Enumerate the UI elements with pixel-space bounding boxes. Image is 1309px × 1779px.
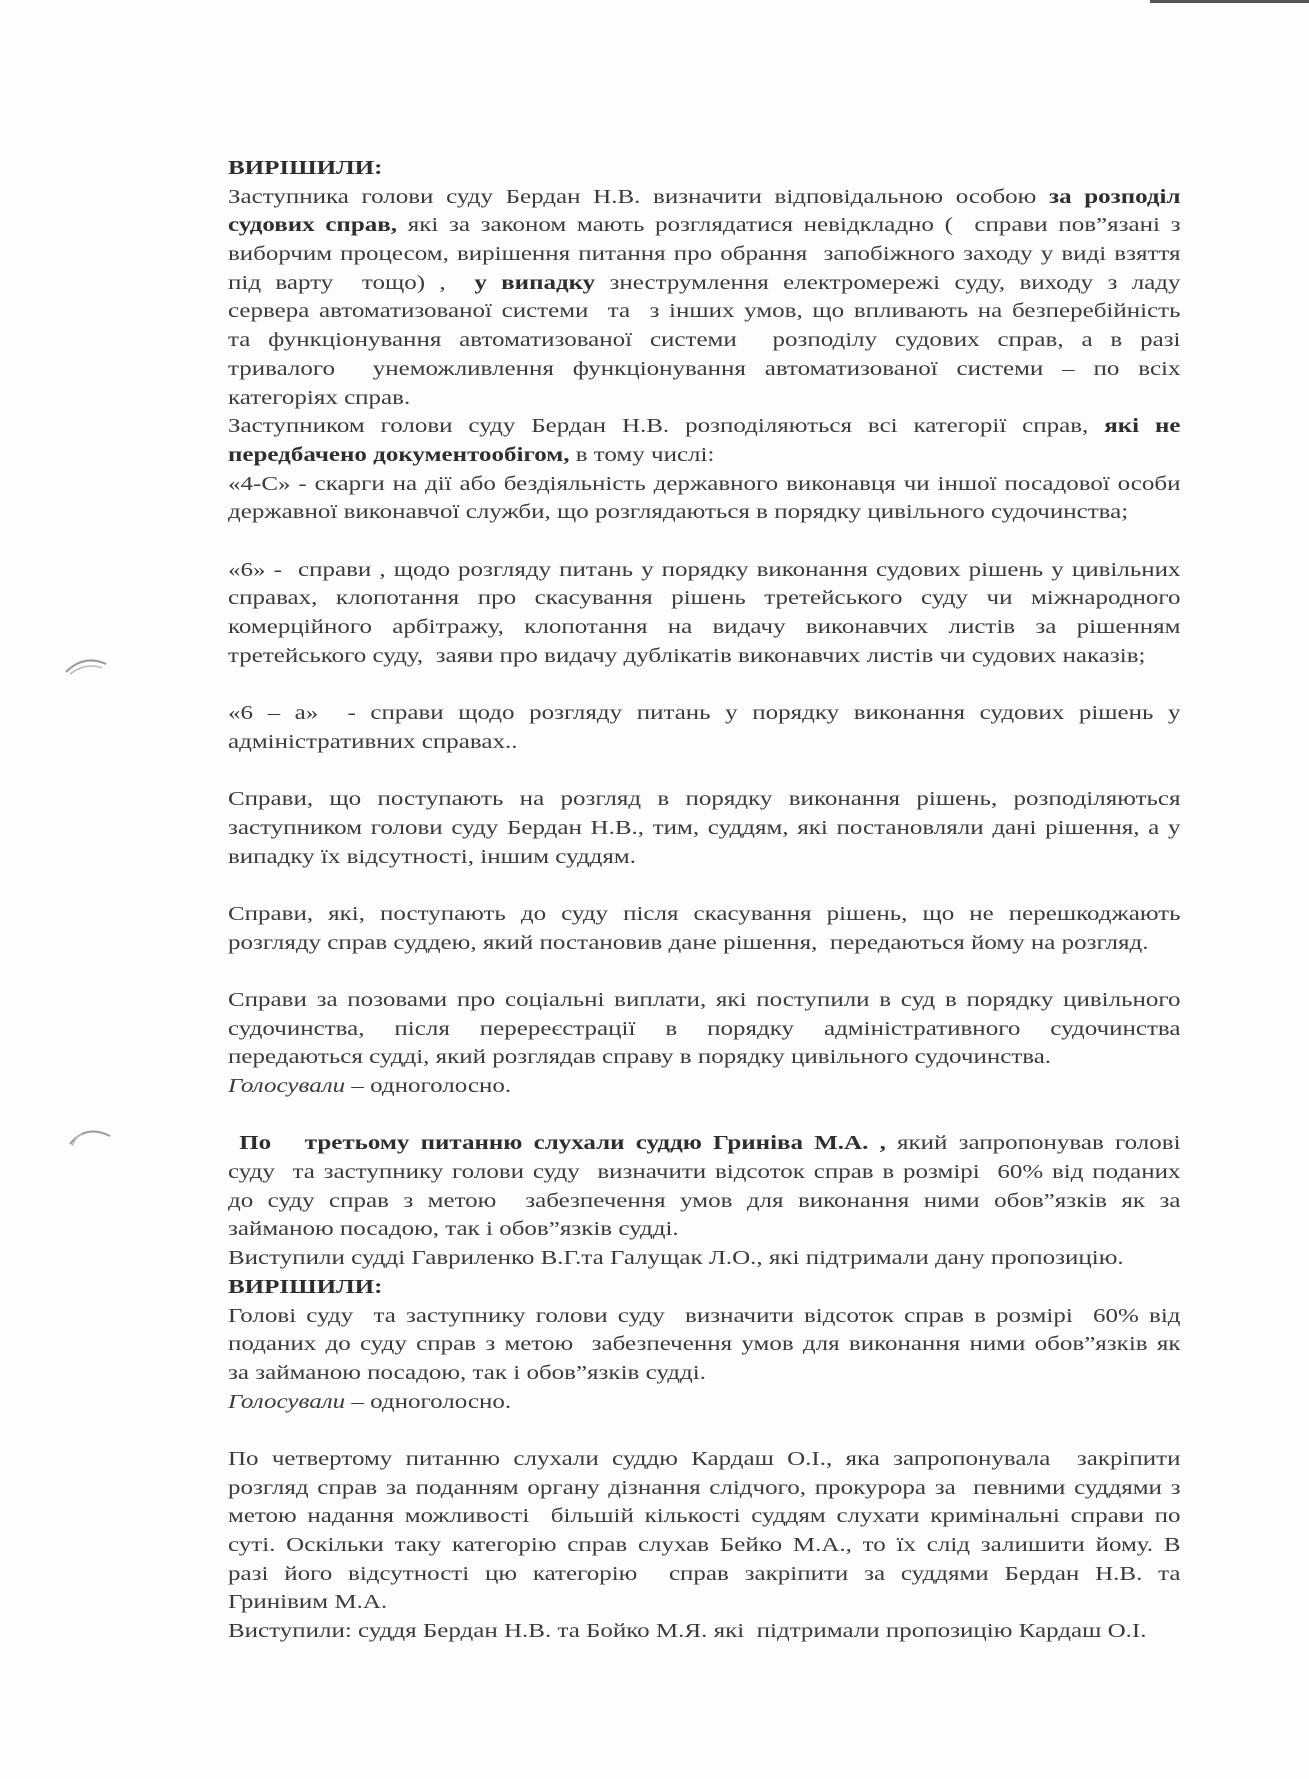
paragraph bbox=[228, 412, 1181, 469]
text-run: в тому числі: bbox=[569, 443, 715, 466]
text-run: під варту тощо) , bbox=[228, 271, 475, 294]
text-run: – одноголосно. bbox=[345, 1390, 512, 1413]
text-run: – одноголосно. bbox=[345, 1075, 512, 1097]
bold-text: По третьому питанню слухали суддю Гриніва М.А. , bbox=[228, 1132, 886, 1155]
text-line bbox=[228, 412, 1181, 441]
text-run: розгляд справ за поданням органу дізнання слідчого, прокурора за певними суддями з bbox=[228, 1476, 1181, 1499]
text-line bbox=[228, 384, 1181, 413]
text-line bbox=[228, 1588, 1181, 1617]
text-run: судочинства, після перереєстрації в порядку адміністративного судочинства bbox=[228, 1017, 1181, 1040]
text-line bbox=[228, 1302, 1181, 1331]
text-run: займаною посадою, так і обов”язків судді. bbox=[228, 1218, 679, 1241]
text-run: Справи, які, поступають до суду після скасування рішень, що не перешкоджають bbox=[228, 902, 1181, 925]
text-run: разі його відсутності цю категорію справ закріпити за суддями Бердан Н.В. та bbox=[228, 1562, 1181, 1585]
text-line bbox=[228, 1330, 1181, 1359]
text-line bbox=[228, 1215, 1181, 1244]
text-line bbox=[228, 355, 1181, 384]
text-run: суті. Оскільки таку категорію справ слухав Бейко М.А., то їх слід залишити йому. В bbox=[228, 1534, 1181, 1556]
text-run: Виступили судді Гавриленко В.Г.та Галущак Л.О., які підтримали дану пропозицію. bbox=[228, 1247, 1124, 1270]
text-line bbox=[228, 1015, 1181, 1044]
text-run: Заступника голови суду Бердан Н.В. визначити відповідальною особою bbox=[228, 185, 1050, 208]
text-line bbox=[228, 929, 1181, 958]
text-run: Голові суду та заступнику голови суду визначити відсоток справ в розмірі 60% від bbox=[228, 1304, 1181, 1327]
text-line bbox=[228, 269, 1181, 298]
text-line bbox=[228, 900, 1181, 929]
blank-line bbox=[228, 1416, 1181, 1445]
bold-text: ВИРІШИЛИ: bbox=[228, 1275, 383, 1298]
text-line bbox=[228, 556, 1181, 585]
text-run: Справи, що поступають на розгляд в порядку виконання рішень, розподіляються bbox=[228, 788, 1181, 811]
text-line bbox=[228, 1158, 1181, 1187]
text-run: який запропонував голові bbox=[885, 1132, 1181, 1155]
text-line bbox=[228, 211, 1181, 240]
bold-text: які не bbox=[1104, 415, 1181, 438]
text-line bbox=[228, 1388, 1181, 1417]
text-line bbox=[228, 1531, 1181, 1560]
text-run: за займаною посадою, так і обов”язків судді. bbox=[228, 1361, 706, 1384]
text-run: державної виконавчої служби, що розглядаються в порядку цивільного судочинства; bbox=[228, 501, 1129, 524]
text-line bbox=[228, 240, 1181, 269]
text-run: «6 – а» - справи щодо розгляду питань у порядку виконання судових рішень у bbox=[228, 702, 1181, 725]
text-run: поданих до суду справ з метою забезпечення умов для виконання ними обов”язків як bbox=[228, 1333, 1181, 1356]
blank-line bbox=[228, 871, 1181, 900]
text-run: комерційного арбітражу, клопотання на видачу виконавчих листів за рішенням bbox=[228, 616, 1181, 638]
text-run: передаються судді, який розглядав справу в порядку цивільного судочинства. bbox=[228, 1046, 1052, 1069]
text-run: та функціонування автоматизованої системи розподілу судових справ, а в разі bbox=[228, 329, 1181, 352]
paragraph bbox=[228, 699, 1181, 756]
text-line bbox=[228, 154, 1181, 183]
text-line bbox=[228, 843, 1181, 872]
text-run: Гринівим М.А. bbox=[228, 1591, 388, 1614]
paragraph bbox=[228, 1388, 1181, 1417]
paragraph bbox=[228, 1244, 1181, 1273]
text-run: суду та заступнику голови суду визначити відсоток справ в розмірі 60% від поданих bbox=[228, 1161, 1181, 1184]
blank-line bbox=[228, 957, 1181, 986]
text-line bbox=[228, 1244, 1181, 1273]
bold-text: ВИРІШИЛИ: bbox=[228, 157, 383, 179]
text-line bbox=[228, 584, 1181, 613]
text-line bbox=[228, 297, 1181, 326]
paragraph bbox=[228, 1302, 1181, 1388]
text-run: виборчим процесом, вирішення питання про обрання запобіжного заходу у виді взяття bbox=[228, 243, 1181, 266]
text-run: справах, клопотання про скасування рішень третейського суду чи міжнародного bbox=[228, 587, 1181, 610]
text-run: тривалого унеможливлення функціонування автоматизованої системи – по всіх bbox=[228, 357, 1181, 380]
paragraph bbox=[228, 470, 1181, 527]
text-line bbox=[228, 1273, 1181, 1302]
paragraph bbox=[228, 1617, 1181, 1646]
text-run: Виступили: суддя Бердан Н.В. та Бойко М.Я. які підтримали пропозицію Кардаш О.І. bbox=[228, 1620, 1147, 1643]
text-run: знеструмлення електромережі суду, виходу з ладу bbox=[595, 271, 1181, 294]
paragraph bbox=[228, 1445, 1181, 1617]
paragraph bbox=[228, 986, 1181, 1072]
italic-text: Голосували bbox=[228, 1390, 346, 1413]
text-line bbox=[228, 1043, 1181, 1072]
text-line bbox=[228, 470, 1181, 499]
text-line bbox=[228, 613, 1181, 642]
blank-line bbox=[228, 1101, 1181, 1130]
text-line bbox=[228, 699, 1181, 728]
text-line bbox=[228, 1445, 1181, 1474]
text-run: випадку їх відсутності, іншим суддям. bbox=[228, 845, 636, 868]
text-run: заступником голови суду Бердан Н.В., тим, суддям, які постановляли дані рішення, а у bbox=[228, 816, 1181, 839]
text-line bbox=[228, 1187, 1181, 1216]
text-run: сервера автоматизованої системи та з інших умов, що впливають на безперебійність bbox=[228, 300, 1181, 323]
paragraph bbox=[228, 900, 1181, 957]
text-run: По четвертому питанню слухали суддю Кардаш О.І., яка запропонувала закріпити bbox=[228, 1447, 1181, 1470]
text-line bbox=[228, 1560, 1181, 1589]
text-run: третейського суду, заяви про видачу дублікатів виконавчих листів чи судових наказів; bbox=[228, 644, 1146, 667]
blank-line bbox=[228, 756, 1181, 785]
text-line bbox=[228, 1617, 1181, 1646]
text-run: до суду справ з метою забезпечення умов для виконання ними обов”язків як за bbox=[228, 1189, 1181, 1212]
hole-punch-mark-icon bbox=[62, 650, 112, 680]
text-line bbox=[228, 986, 1181, 1015]
paragraph bbox=[228, 1129, 1181, 1244]
paragraph bbox=[228, 154, 1181, 183]
bold-text: передбачено документообігом, bbox=[228, 443, 570, 466]
paragraph bbox=[228, 183, 1181, 413]
italic-text: Голосували bbox=[228, 1075, 346, 1097]
text-run: Заступником голови суду Бердан Н.В. розподіляються всі категорії справ, bbox=[228, 415, 1105, 438]
paragraph bbox=[228, 556, 1181, 671]
hole-punch-mark-icon bbox=[66, 1120, 116, 1150]
text-run: розгляду справ суддею, який постановив дане рішення, передаються йому на розгляд. bbox=[228, 931, 1149, 954]
bold-text: судових справ, bbox=[228, 214, 397, 237]
text-line bbox=[228, 1129, 1181, 1158]
scan-edge-line bbox=[1150, 0, 1309, 3]
text-run: метою надання можливості більшій кількості суддям слухати кримінальні справи по bbox=[228, 1505, 1181, 1528]
text-run: які за законом мають розглядатися невідкладно ( справи пов”язані з bbox=[396, 214, 1181, 237]
text-line bbox=[228, 1072, 1181, 1101]
text-line bbox=[228, 728, 1181, 757]
bold-text: у випадку bbox=[474, 271, 596, 294]
text-line bbox=[228, 183, 1181, 212]
blank-line bbox=[228, 527, 1181, 556]
text-line bbox=[228, 441, 1181, 470]
blank-line bbox=[228, 670, 1181, 699]
text-line bbox=[228, 642, 1181, 671]
text-line bbox=[228, 1502, 1181, 1531]
paragraph bbox=[228, 1072, 1181, 1101]
text-line bbox=[228, 326, 1181, 355]
document-body bbox=[228, 154, 1181, 1646]
text-line bbox=[228, 814, 1181, 843]
text-line bbox=[228, 498, 1181, 527]
paragraph bbox=[228, 785, 1181, 871]
text-line bbox=[228, 785, 1181, 814]
text-line bbox=[228, 1474, 1181, 1503]
text-line bbox=[228, 1359, 1181, 1388]
text-run: Справи за позовами про соціальні виплати, які поступили в суд в порядку цивільного bbox=[228, 988, 1181, 1011]
text-run: адміністративних справах.. bbox=[228, 730, 518, 753]
paragraph bbox=[228, 1273, 1181, 1302]
text-run: «6» - справи , щодо розгляду питань у порядку виконання судових рішень у цивільних bbox=[228, 558, 1181, 581]
text-run: «4-С» - скарги на дії або бездіяльність державного виконавця чи іншої посадової особи bbox=[228, 472, 1181, 495]
bold-text: за розподіл bbox=[1049, 185, 1181, 208]
text-run: категоріях справ. bbox=[228, 386, 411, 409]
